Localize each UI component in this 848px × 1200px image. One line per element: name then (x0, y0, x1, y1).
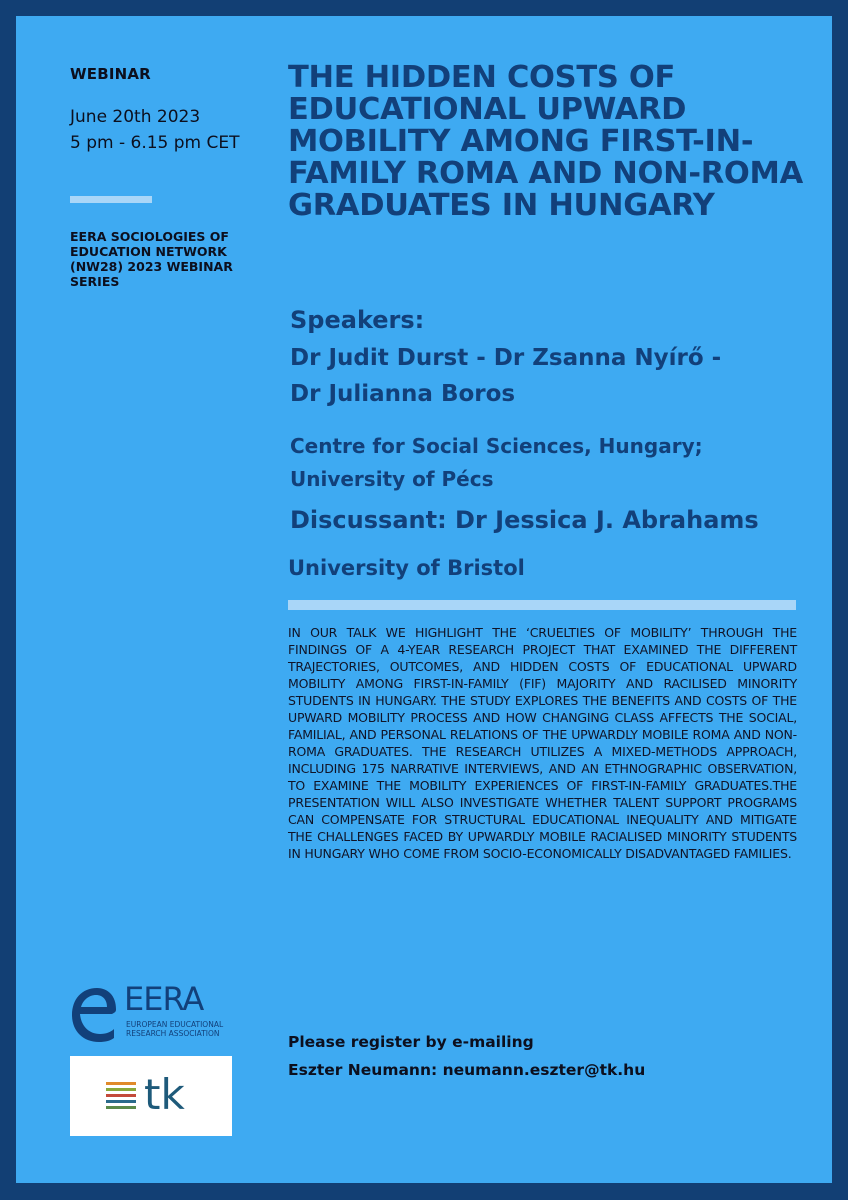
speakers-heading: Speakers: (290, 306, 425, 334)
eera-subtitle-line-1: EUROPEAN EDUCATIONAL (126, 1020, 224, 1029)
right-divider (288, 600, 796, 610)
tk-logo (70, 1056, 232, 1136)
discussant: Discussant: Dr Jessica J. Abrahams (290, 506, 759, 534)
registration-info (288, 1028, 808, 1084)
affiliation-line-2: University of Pécs (290, 467, 494, 491)
speakers-names (290, 340, 810, 412)
poster (16, 16, 832, 1183)
eera-subtitle-line-2: RESEARCH ASSOCIATION (126, 1029, 220, 1038)
eera-logo (72, 980, 242, 1048)
event-datetime (70, 104, 240, 156)
abstract-text: IN OUR TALK WE HIGHLIGHT THE ‘CRUELTIES OF MOBILITY’ THROUGH THE FINDINGS OF A 4-YEAR RESEARCH PROJECT THAT EXAMINED THE DIFFERENT TRAJECTORIES, OUTCOMES, AND HIDDEN COSTS OF EDUCATIONAL UPWARD MOBILITY AMONG FIRST-IN-FAMILY (FIF) MAJORITY AND RACILISED MINORITY STUDENTS IN HUNGARY. THE STUDY EXPLORES THE BENEFITS AND COSTS OF THE UPWARD MOBILITY PROCESS AND HOW CHANGING CLASS AFFECTS THE SOCIAL, FAMILIAL, AND PERSONAL RELATIONS OF THE UPWARDLY MOBILE ROMA AND NON-ROMA GRADUATES. THE RESEARCH UTILIZES A MIXED-METHODS APPROACH, INCLUDING 175 NARRATIVE INTERVIEWS, AND AN ETHNOGRAPHIC OBSERVATION, TO EXAMINE THE MOBILITY EXPERIENCES OF FIRST-IN-FAMILY GRADUATES.THE PRESENTATION WILL ALSO INVESTIGATE WHETHER TALENT SUPPORT PROGRAMS CAN COMPENSATE FOR STRUCTURAL EDUCATIONAL INEQUALITY AND MITIGATE THE CHALLENGES FACED BY UPWARDLY MOBILE RACIALISED MINORITY STUDENTS IN HUNGARY WHO COME FROM SOCIO-ECONOMICALLY DISADVANTAGED FAMILIES. (288, 625, 797, 861)
eera-subtitle (126, 1020, 223, 1038)
network-series: EERA SOCIOLOGIES OF EDUCATION NETWORK (NW28) 2023 WEBINAR SERIES (70, 229, 233, 289)
speakers-line-1: Dr Judit Durst - Dr Zsanna Nyírő - (290, 345, 722, 371)
event-date: June 20th 2023 (70, 107, 201, 127)
discussant-affiliation: University of Bristol (288, 556, 525, 580)
register-email[interactable]: Eszter Neumann: neumann.eszter@tk.hu (288, 1061, 646, 1079)
webinar-tag: WEBINAR (70, 65, 151, 83)
eera-e-icon (72, 980, 116, 1042)
tk-wordmark: tk (144, 1070, 185, 1119)
speakers-line-2: Dr Julianna Boros (290, 381, 516, 407)
affiliation-line-1: Centre for Social Sciences, Hungary; (290, 434, 703, 458)
left-divider (70, 196, 152, 203)
event-time: 5 pm - 6.15 pm CET (70, 133, 240, 153)
register-line-1: Please register by e-mailing (288, 1033, 534, 1051)
eera-wordmark: EERA (124, 980, 204, 1018)
webinar-title: THE HIDDEN COSTS OF EDUCATIONAL UPWARD MOBILITY AMONG FIRST-IN-FAMILY ROMA AND NON-ROMA GRADUATES IN HUNGARY (288, 60, 803, 223)
tk-stripes-icon (106, 1082, 140, 1110)
speakers-affiliation (290, 430, 810, 496)
